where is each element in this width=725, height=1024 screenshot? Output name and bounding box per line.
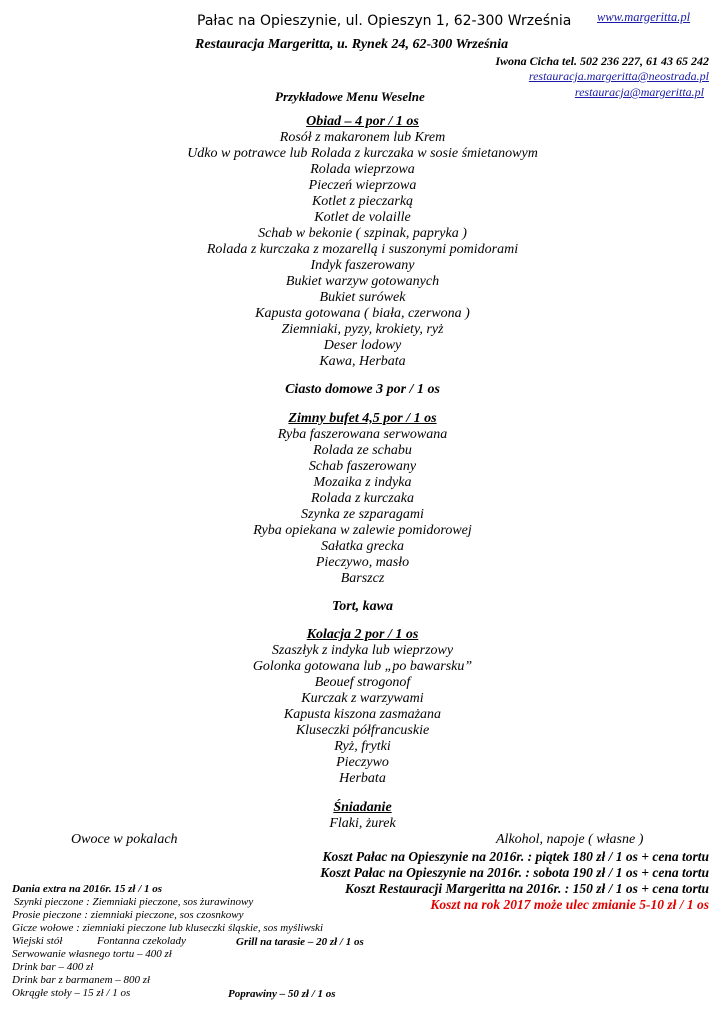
palace-address: Pałac na Opieszynie, ul. Opieszyn 1, 62-300 Września bbox=[197, 13, 572, 29]
menu-item: Rolada z kurczaka bbox=[311, 491, 414, 506]
menu-item: Deser lodowy bbox=[323, 338, 402, 353]
menu-item: Kluseczki półfrancuskie bbox=[295, 723, 430, 738]
extras-line: Szynki pieczone : Ziemniaki pieczone, sos żurawinowy bbox=[14, 896, 254, 908]
menu-item: Flaki, żurek bbox=[329, 816, 396, 831]
menu-item: Rosół z makaronem lub Krem bbox=[279, 130, 446, 145]
menu-item: Kotlet z pieczarką bbox=[311, 194, 414, 209]
menu-item: Herbata bbox=[339, 771, 386, 786]
menu-item: Pieczywo bbox=[336, 755, 389, 770]
menu-item: Bukiet surówek bbox=[319, 290, 406, 305]
kolacja-list bbox=[0, 643, 725, 787]
owoce-line: Owoce w pokalach bbox=[71, 832, 178, 847]
menu-item: Kurczak z warzywami bbox=[301, 691, 424, 706]
menu-item: Sałatka grecka bbox=[320, 539, 405, 554]
email-link-2[interactable]: restauracja@margeritta.pl bbox=[574, 85, 704, 99]
extras-line: Prosie pieczone : ziemniaki pieczone, sos czosnkowy bbox=[12, 909, 244, 921]
menu-title: Przykładowe Menu Weselne bbox=[275, 89, 425, 104]
kolacja-heading: Kolacja 2 por / 1 os bbox=[306, 627, 419, 642]
email-link-1[interactable]: restauracja.margeritta@neostrada.pl bbox=[528, 69, 709, 83]
obiad-heading: Obiad – 4 por / 1 os bbox=[306, 114, 419, 129]
extras-grill: Grill na tarasie – 20 zł / 1 os bbox=[236, 936, 364, 948]
menu-item: Kawa, Herbata bbox=[319, 354, 406, 369]
menu-item: Udko w potrawce lub Rolada z kurczaka w sosie śmietanowym bbox=[187, 146, 538, 161]
price-restauracja: Koszt Restauracji Margeritta na 2016r. : 150 zł / 1 os + cena tortu bbox=[345, 881, 709, 896]
restaurant-address: Restauracja Margeritta, u. Rynek 24, 62-300 Września bbox=[195, 37, 509, 52]
menu-item: Rolada z kurczaka z mozarellą i suszonymi pomidorami bbox=[206, 242, 519, 257]
menu-item: Golonka gotowana lub „po bawarsku” bbox=[252, 659, 473, 674]
menu-item: Mozaika z indyka bbox=[313, 475, 412, 490]
menu-item: Rolada wieprzowa bbox=[310, 162, 415, 177]
menu-item: Ziemniaki, pyzy, krokiety, ryż bbox=[281, 322, 444, 337]
tort-heading: Tort, kawa bbox=[332, 599, 393, 614]
menu-item: Ryż, frytki bbox=[334, 739, 391, 754]
menu-item: Indyk faszerowany bbox=[310, 258, 415, 273]
menu-item: Pieczywo, masło bbox=[315, 555, 410, 570]
menu-item: Bukiet warzyw gotowanych bbox=[285, 274, 440, 289]
menu-item: Rolada ze schabu bbox=[313, 443, 412, 458]
extras-poprawiny: Poprawiny – 50 zł / 1 os bbox=[228, 988, 336, 1000]
contact-phone: Iwona Cicha tel. 502 236 227, 61 43 65 242 bbox=[495, 54, 709, 68]
menu-item: Pieczeń wieprzowa bbox=[308, 178, 417, 193]
zimny-bufet-heading: Zimny bufet 4,5 por / 1 os bbox=[288, 411, 437, 426]
price-palac-piatek: Koszt Pałac na Opieszynie na 2016r. : piątek 180 zł / 1 os + cena tortu bbox=[322, 849, 709, 864]
menu-item: Szynka ze szparagami bbox=[301, 507, 424, 522]
extras-line: Drink bar – 400 zł bbox=[12, 961, 94, 973]
obiad-list bbox=[0, 130, 725, 370]
menu-item: Beouef strogonof bbox=[314, 675, 411, 690]
menu-item: Kapusta kiszona zasmażana bbox=[283, 707, 442, 722]
extras-okragle: Okrągłe stoły – 15 zł / 1 os bbox=[12, 987, 131, 999]
website-link[interactable]: www.margeritta.pl bbox=[597, 10, 691, 24]
menu-item: Barszcz bbox=[340, 571, 385, 586]
menu-item: Ryba faszerowana serwowana bbox=[277, 427, 448, 442]
ciasto-heading: Ciasto domowe 3 por / 1 os bbox=[285, 382, 440, 397]
zimny-bufet-list bbox=[0, 427, 725, 587]
price-note-2017: Koszt na rok 2017 może ulec zmianie 5-10 zł / 1 os bbox=[430, 897, 709, 912]
extras-line: Drink bar z barmanem – 800 zł bbox=[12, 974, 151, 986]
price-palac-sobota: Koszt Pałac na Opieszynie na 2016r. : sobota 190 zł / 1 os + cena tortu bbox=[320, 865, 709, 880]
extras-line: Serwowanie własnego tortu – 400 zł bbox=[12, 948, 172, 960]
sniadanie-heading: Śniadanie bbox=[333, 800, 392, 815]
alkohol-line: Alkohol, napoje ( własne ) bbox=[496, 832, 644, 847]
extras-line: Gicze wołowe : ziemniaki pieczone lub kluseczki śląskie, sos myśliwski bbox=[12, 922, 323, 934]
extras-heading: Dania extra na 2016r. 15 zł / 1 os bbox=[12, 883, 163, 895]
menu-item: Schab w bekonie ( szpinak, papryka ) bbox=[258, 226, 467, 241]
menu-item: Schab faszerowany bbox=[308, 459, 417, 474]
extras-fontanna: Fontanna czekolady bbox=[97, 935, 186, 947]
menu-item: Ryba opiekana w zalewie pomidorowej bbox=[253, 523, 472, 538]
extras-wiejski: Wiejski stół bbox=[12, 935, 63, 947]
menu-item: Kapusta gotowana ( biała, czerwona ) bbox=[255, 306, 470, 321]
menu-item: Kotlet de volaille bbox=[314, 210, 411, 225]
menu-item: Szaszłyk z indyka lub wieprzowy bbox=[271, 643, 454, 658]
